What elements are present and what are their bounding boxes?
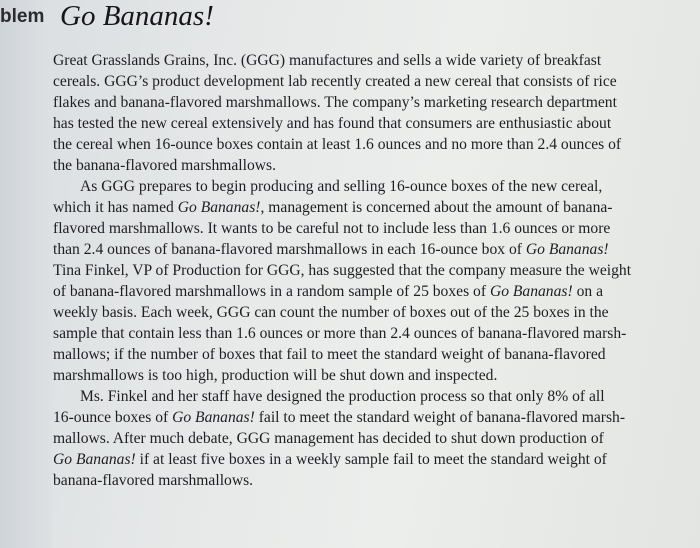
text-run: than 2.4 ounces of banana-flavored marshmallows in each 16-ounce box of (53, 241, 526, 258)
text-line (53, 449, 683, 470)
text-line: As GGG prepares to begin producing and selling 16-ounce boxes of the new cereal, (80, 178, 603, 195)
text-line: flakes and banana-flavored marshmallows. The company’s marketing research department (53, 94, 617, 111)
text-run: on a (572, 283, 603, 300)
text-line (53, 239, 683, 260)
text-run: of banana-flavored marshmallows in a random sample of 25 boxes of (53, 283, 490, 300)
text-line: cereals. GGG’s product development lab recently created a new cereal that consists of rice (53, 73, 617, 90)
text-line: weekly basis. Each week, GGG can count the number of boxes out of the 25 boxes in the (53, 304, 609, 321)
text-line: marshmallows is too high, production will be shut down and inspected. (53, 367, 498, 384)
text-line: has tested the new cereal extensively and has found that consumers are enthusiastic about (53, 115, 612, 132)
product-name: Go Bananas! (489, 283, 573, 300)
text-run: 16-ounce boxes of (53, 409, 173, 426)
text-line: Tina Finkel, VP of Production for GGG, has suggested that the company measure the weight (53, 262, 632, 279)
text-line: Great Grasslands Grains, Inc. (GGG) manufactures and sells a wide variety of breakfast (53, 52, 602, 69)
product-name: Go Bananas! (525, 241, 609, 258)
text-line: the banana-flavored marshmallows. (53, 157, 276, 174)
text-run: which it has named (53, 199, 178, 216)
text-line: Ms. Finkel and her staff have designed the production process so that only 8% of all (80, 388, 605, 405)
text-run: fail to meet the standard weight of banana-flavored marsh- (254, 409, 626, 426)
text-line: the cereal when 16-ounce boxes contain at least 1.6 ounces and no more than 2.4 ounces of (53, 136, 622, 153)
text-line (53, 407, 683, 428)
text-line: mallows. After much debate, GGG management has decided to shut down production of (53, 430, 604, 447)
text-run: , management is concerned about the amount of banana- (260, 199, 613, 216)
text-line: sample that contain less than 1.6 ounces or more than 2.4 ounces of banana-flavored marsh- (53, 325, 627, 342)
text-run: if at least five boxes in a weekly sample fail to meet the standard weight of (135, 451, 607, 468)
paragraph-2 (53, 176, 683, 386)
text-line: banana-flavored marshmallows. (53, 472, 254, 489)
paragraph-3 (53, 386, 683, 491)
paragraph-1 (53, 50, 683, 176)
text-line: mallows; if the number of boxes that fail to meet the standard weight of banana-flavored (53, 346, 606, 363)
body-text (53, 50, 683, 491)
product-name: Go Bananas! (172, 409, 255, 426)
section-label: blem (0, 6, 45, 27)
text-line (53, 197, 683, 218)
page-margin (0, 0, 52, 548)
page-title: Go Bananas! (60, 0, 214, 32)
text-line: flavored marshmallows. It wants to be careful not to include less than 1.6 ounces or more (53, 220, 611, 237)
text-line (53, 281, 683, 302)
product-name: Go Bananas! (177, 199, 261, 216)
product-name: Go Bananas! (53, 451, 136, 468)
